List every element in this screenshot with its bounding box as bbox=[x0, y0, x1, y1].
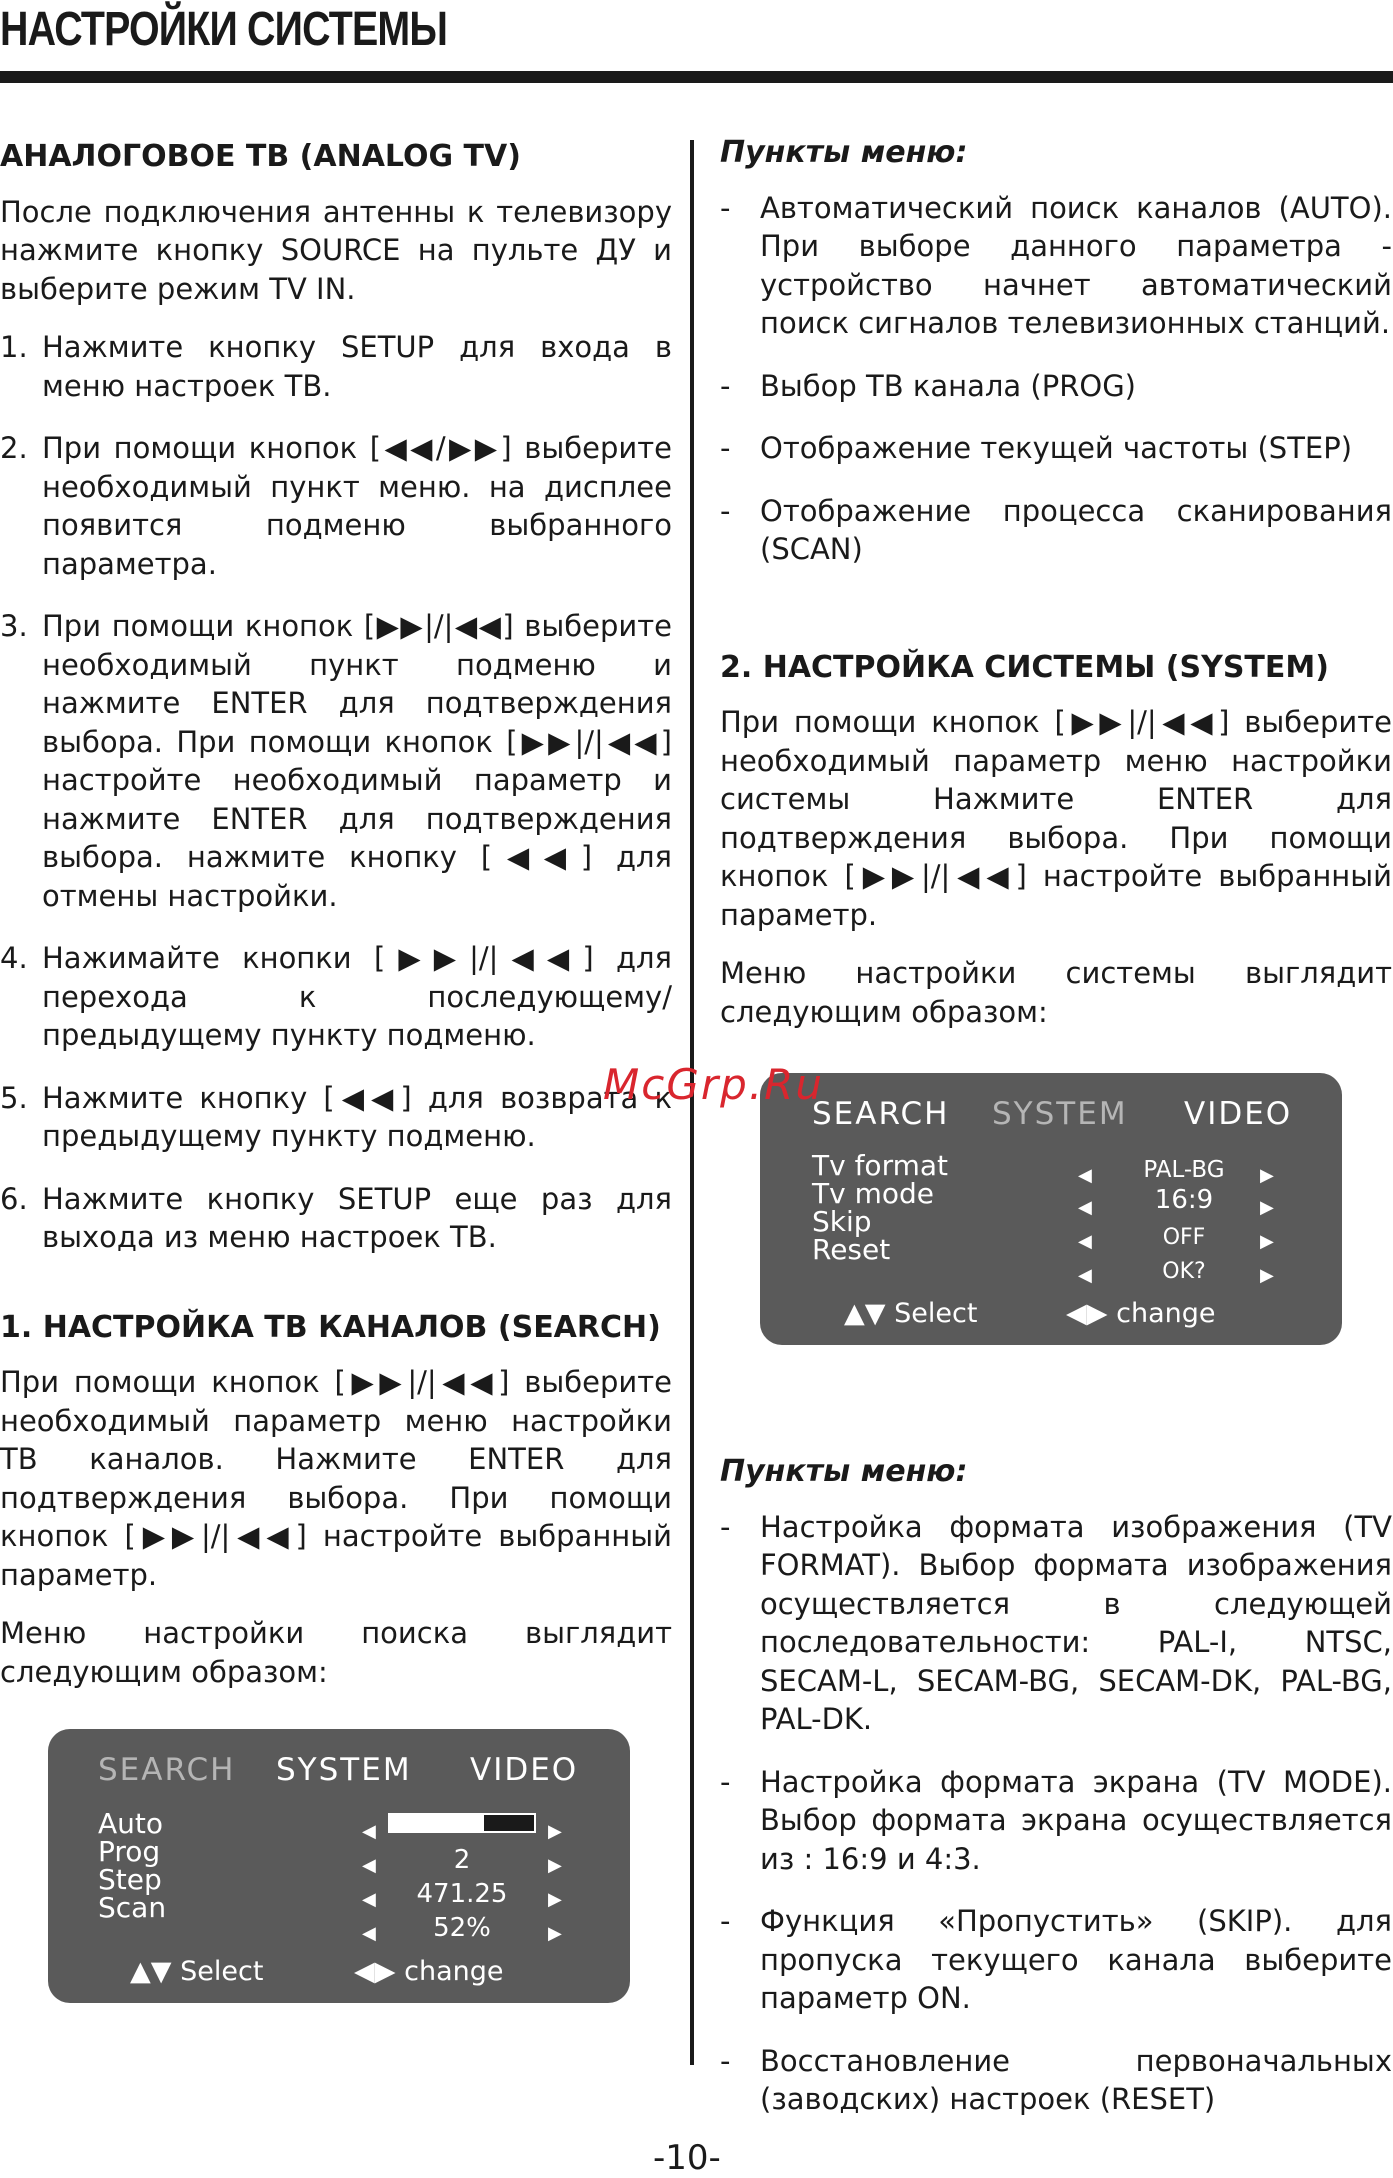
step-text: При помощи кнопок [▶▶|/|◀◀] выберите необходимый пункт подменю и нажмите ENTER для подтверждения выбора. При помощи кнопок [▶▶|/|◀◀] настройте необходимый параметр и нажмите ENTER для подтверждения выбора. нажмите кнопку [◀◀] для отмены настройки. bbox=[42, 609, 672, 913]
left-arrow-icon: ◀ bbox=[1078, 1197, 1092, 1218]
right-arrow-icon: ▶ bbox=[1260, 1197, 1274, 1218]
right-arrow-icon: ▶ bbox=[1260, 1231, 1274, 1252]
step-text: Нажмите кнопку SETUP еще раз для выхода из меню настроек ТВ. bbox=[42, 1181, 672, 1254]
menu-item bbox=[720, 2042, 1392, 2119]
osd-tab-system: SYSTEM bbox=[276, 1752, 412, 1788]
left-arrow-icon: ◀ bbox=[1078, 1165, 1092, 1186]
step-text: При помощи кнопок [◀◀/▶▶] выберите необходимый пункт меню. на дисплее появится подменю выбранного параметра. bbox=[42, 431, 672, 581]
osd-row-label: Step bbox=[98, 1863, 162, 1896]
menu-item bbox=[720, 367, 1392, 406]
step-item bbox=[0, 607, 672, 915]
menu-item-text: Функция «Пропустить» (SKIP). для пропуска текущего канала выберите параметр ON. bbox=[760, 1904, 1392, 2015]
system-heading: 2. НАСТРОЙКА СИСТЕМЫ (SYSTEM) bbox=[720, 649, 1329, 685]
menu-item-text: Настройка формата изображения (TV FORMAT). Выбор формата изображения осуществляется в следующей последовательности: PAL-I, NTSC, SECAM-L, SECAM-BG, SECAM-DK, PAL-BG, PAL-DK. bbox=[760, 1509, 1392, 1736]
system-paragraph: При помощи кнопок [▶▶|/|◀◀] выберите необходимый параметр меню настройки системы Нажмите ENTER для подтверждения выбора. При помощи кнопок [▶▶|/|◀◀] настройте выбранный параметр. bbox=[720, 705, 1392, 932]
osd-change-hint: ◀▶ change bbox=[1066, 1298, 1216, 1329]
right-arrow-icon: ▶ bbox=[548, 1889, 562, 1910]
step-number: 1. bbox=[0, 330, 28, 364]
step-item bbox=[0, 429, 672, 583]
intro-paragraph: После подключения антенны к телевизору нажмите кнопку SOURCE на пульте ДУ и выберите режим TV IN. bbox=[0, 194, 672, 306]
right-arrow-icon: ▶ bbox=[1260, 1165, 1274, 1186]
right-arrow-icon: ▶ bbox=[1260, 1265, 1274, 1286]
step-text: Нажмите кнопку [◀◀] для возврата к предыдущему пункту подменю. bbox=[42, 1080, 672, 1153]
dash-bullet: - bbox=[720, 431, 731, 465]
search-osd-menu bbox=[48, 1729, 630, 2003]
dash-bullet: - bbox=[720, 1764, 731, 1799]
dash-bullet: - bbox=[720, 1509, 731, 1544]
watermark: McGrp.Ru bbox=[603, 1060, 824, 1109]
step-item bbox=[0, 939, 672, 1055]
osd-row-value: OFF bbox=[1162, 1225, 1206, 1250]
osd-row-label: Tv mode bbox=[812, 1177, 934, 1210]
left-arrow-icon: ◀ bbox=[362, 1889, 376, 1910]
osd-row-label: Auto bbox=[98, 1807, 164, 1840]
menu-item-text: Выбор ТВ канала (PROG) bbox=[760, 368, 1136, 403]
osd-row-value: 52% bbox=[433, 1913, 491, 1943]
auto-progress-bar bbox=[388, 1813, 536, 1833]
left-arrow-icon: ◀ bbox=[1078, 1231, 1092, 1252]
osd-select-hint: ▲▼ Select bbox=[130, 1956, 264, 1987]
osd-row-value: 2 bbox=[453, 1845, 471, 1875]
left-arrow-icon: ◀ bbox=[362, 1855, 376, 1876]
step-number: 2. bbox=[0, 431, 28, 465]
osd-tab-video: VIDEO bbox=[470, 1752, 579, 1788]
left-arrow-icon: ◀ bbox=[362, 1821, 376, 1842]
osd-row-label: Reset bbox=[812, 1233, 891, 1266]
step-item bbox=[0, 328, 672, 405]
right-arrow-icon: ▶ bbox=[548, 1821, 562, 1842]
menu-item-text: Настройка формата экрана (TV MODE). Выбор формата экрана осуществляется из : 16:9 и 4:3. bbox=[760, 1764, 1392, 1876]
left-arrow-icon: ◀ bbox=[1078, 1265, 1092, 1286]
osd-row-label: Skip bbox=[812, 1205, 872, 1238]
auto-progress-remaining bbox=[484, 1815, 534, 1831]
right-arrow-icon: ▶ bbox=[548, 1855, 562, 1876]
step-text: Нажмите кнопку SETUP для входа в меню настроек ТВ. bbox=[42, 330, 672, 403]
menu-item-text: Отображение процесса сканирования (SCAN) bbox=[760, 493, 1392, 566]
menu-item bbox=[720, 189, 1392, 343]
dash-bullet: - bbox=[720, 190, 731, 225]
menu-item bbox=[720, 1902, 1392, 2018]
page-number: -10- bbox=[653, 2138, 721, 2178]
menu-item-text: Отображение текущей частоты (STEP) bbox=[760, 431, 1353, 465]
osd-select-hint: ▲▼ Select bbox=[844, 1298, 978, 1329]
page-title: НАСТРОЙКИ СИСТЕМЫ bbox=[0, 3, 448, 56]
step-number: 4. bbox=[0, 941, 28, 975]
dash-bullet: - bbox=[720, 2043, 731, 2078]
system-osd-menu bbox=[760, 1073, 1342, 1345]
dash-bullet: - bbox=[720, 493, 731, 528]
left-column bbox=[0, 120, 672, 2003]
osd-tab-search: SEARCH bbox=[812, 1096, 950, 1132]
osd-tab-video: VIDEO bbox=[1184, 1096, 1293, 1132]
menu-item bbox=[720, 492, 1392, 569]
menu-item-text: Восстановление первоначальных (заводских) настроек (RESET) bbox=[760, 2043, 1392, 2116]
right-column bbox=[720, 120, 1392, 2143]
osd-row-value: 16:9 bbox=[1154, 1185, 1214, 1215]
osd-change-hint: ◀▶ change bbox=[354, 1956, 504, 1987]
osd-tab-search: SEARCH bbox=[98, 1752, 236, 1788]
dash-bullet: - bbox=[720, 368, 731, 403]
step-item bbox=[0, 1079, 672, 1156]
menu-item-text: Автоматический поиск каналов (AUTO). При выборе данного параметра - устройство начнет автоматический поиск сигналов телевизионных станций. bbox=[760, 190, 1392, 340]
title-divider bbox=[0, 71, 1393, 83]
osd-row-label: Prog bbox=[98, 1835, 161, 1868]
step-text: Нажимайте кнопки [▶▶|/|◀◀] для перехода к последующему/предыдущему пункту подменю. bbox=[42, 941, 672, 1052]
menu-item bbox=[720, 429, 1392, 468]
osd-row-label: Scan bbox=[98, 1891, 167, 1924]
menu-item bbox=[720, 1508, 1392, 1739]
left-arrow-icon: ◀ bbox=[362, 1923, 376, 1944]
menu-items-heading: Пункты меню: bbox=[720, 1454, 968, 1489]
menu-items-heading: Пункты меню: bbox=[720, 135, 968, 170]
osd-tab-system: SYSTEM bbox=[992, 1096, 1128, 1132]
step-number: 3. bbox=[0, 609, 28, 643]
menu-item bbox=[720, 1763, 1392, 1879]
osd-row-label: Tv format bbox=[812, 1149, 948, 1182]
osd-row-value: OK? bbox=[1162, 1259, 1206, 1284]
search-paragraph: При помощи кнопок [▶▶|/|◀◀] выберите необходимый параметр меню настройки ТВ каналов. Нажмите ENTER для подтверждения выбора. При помощи кнопок [▶▶|/|◀◀] настройте выбранный параметр. bbox=[0, 1365, 672, 1592]
step-number: 6. bbox=[0, 1181, 28, 1216]
search-menu-intro: Меню настройки поиска выглядит следующим образом: bbox=[0, 1616, 672, 1689]
analog-tv-heading: АНАЛОГОВОЕ ТВ (ANALOG TV) bbox=[0, 139, 521, 174]
right-arrow-icon: ▶ bbox=[548, 1923, 562, 1944]
step-item bbox=[0, 1180, 672, 1257]
search-heading: 1. НАСТРОЙКА ТВ КАНАЛОВ (SEARCH) bbox=[0, 1309, 661, 1345]
dash-bullet: - bbox=[720, 1904, 731, 1938]
step-number: 5. bbox=[0, 1080, 28, 1115]
osd-row-value: 471.25 bbox=[416, 1879, 508, 1909]
osd-row-value: PAL-BG bbox=[1143, 1157, 1225, 1183]
system-menu-intro: Меню настройки системы выглядит следующим образом: bbox=[720, 956, 1392, 1029]
